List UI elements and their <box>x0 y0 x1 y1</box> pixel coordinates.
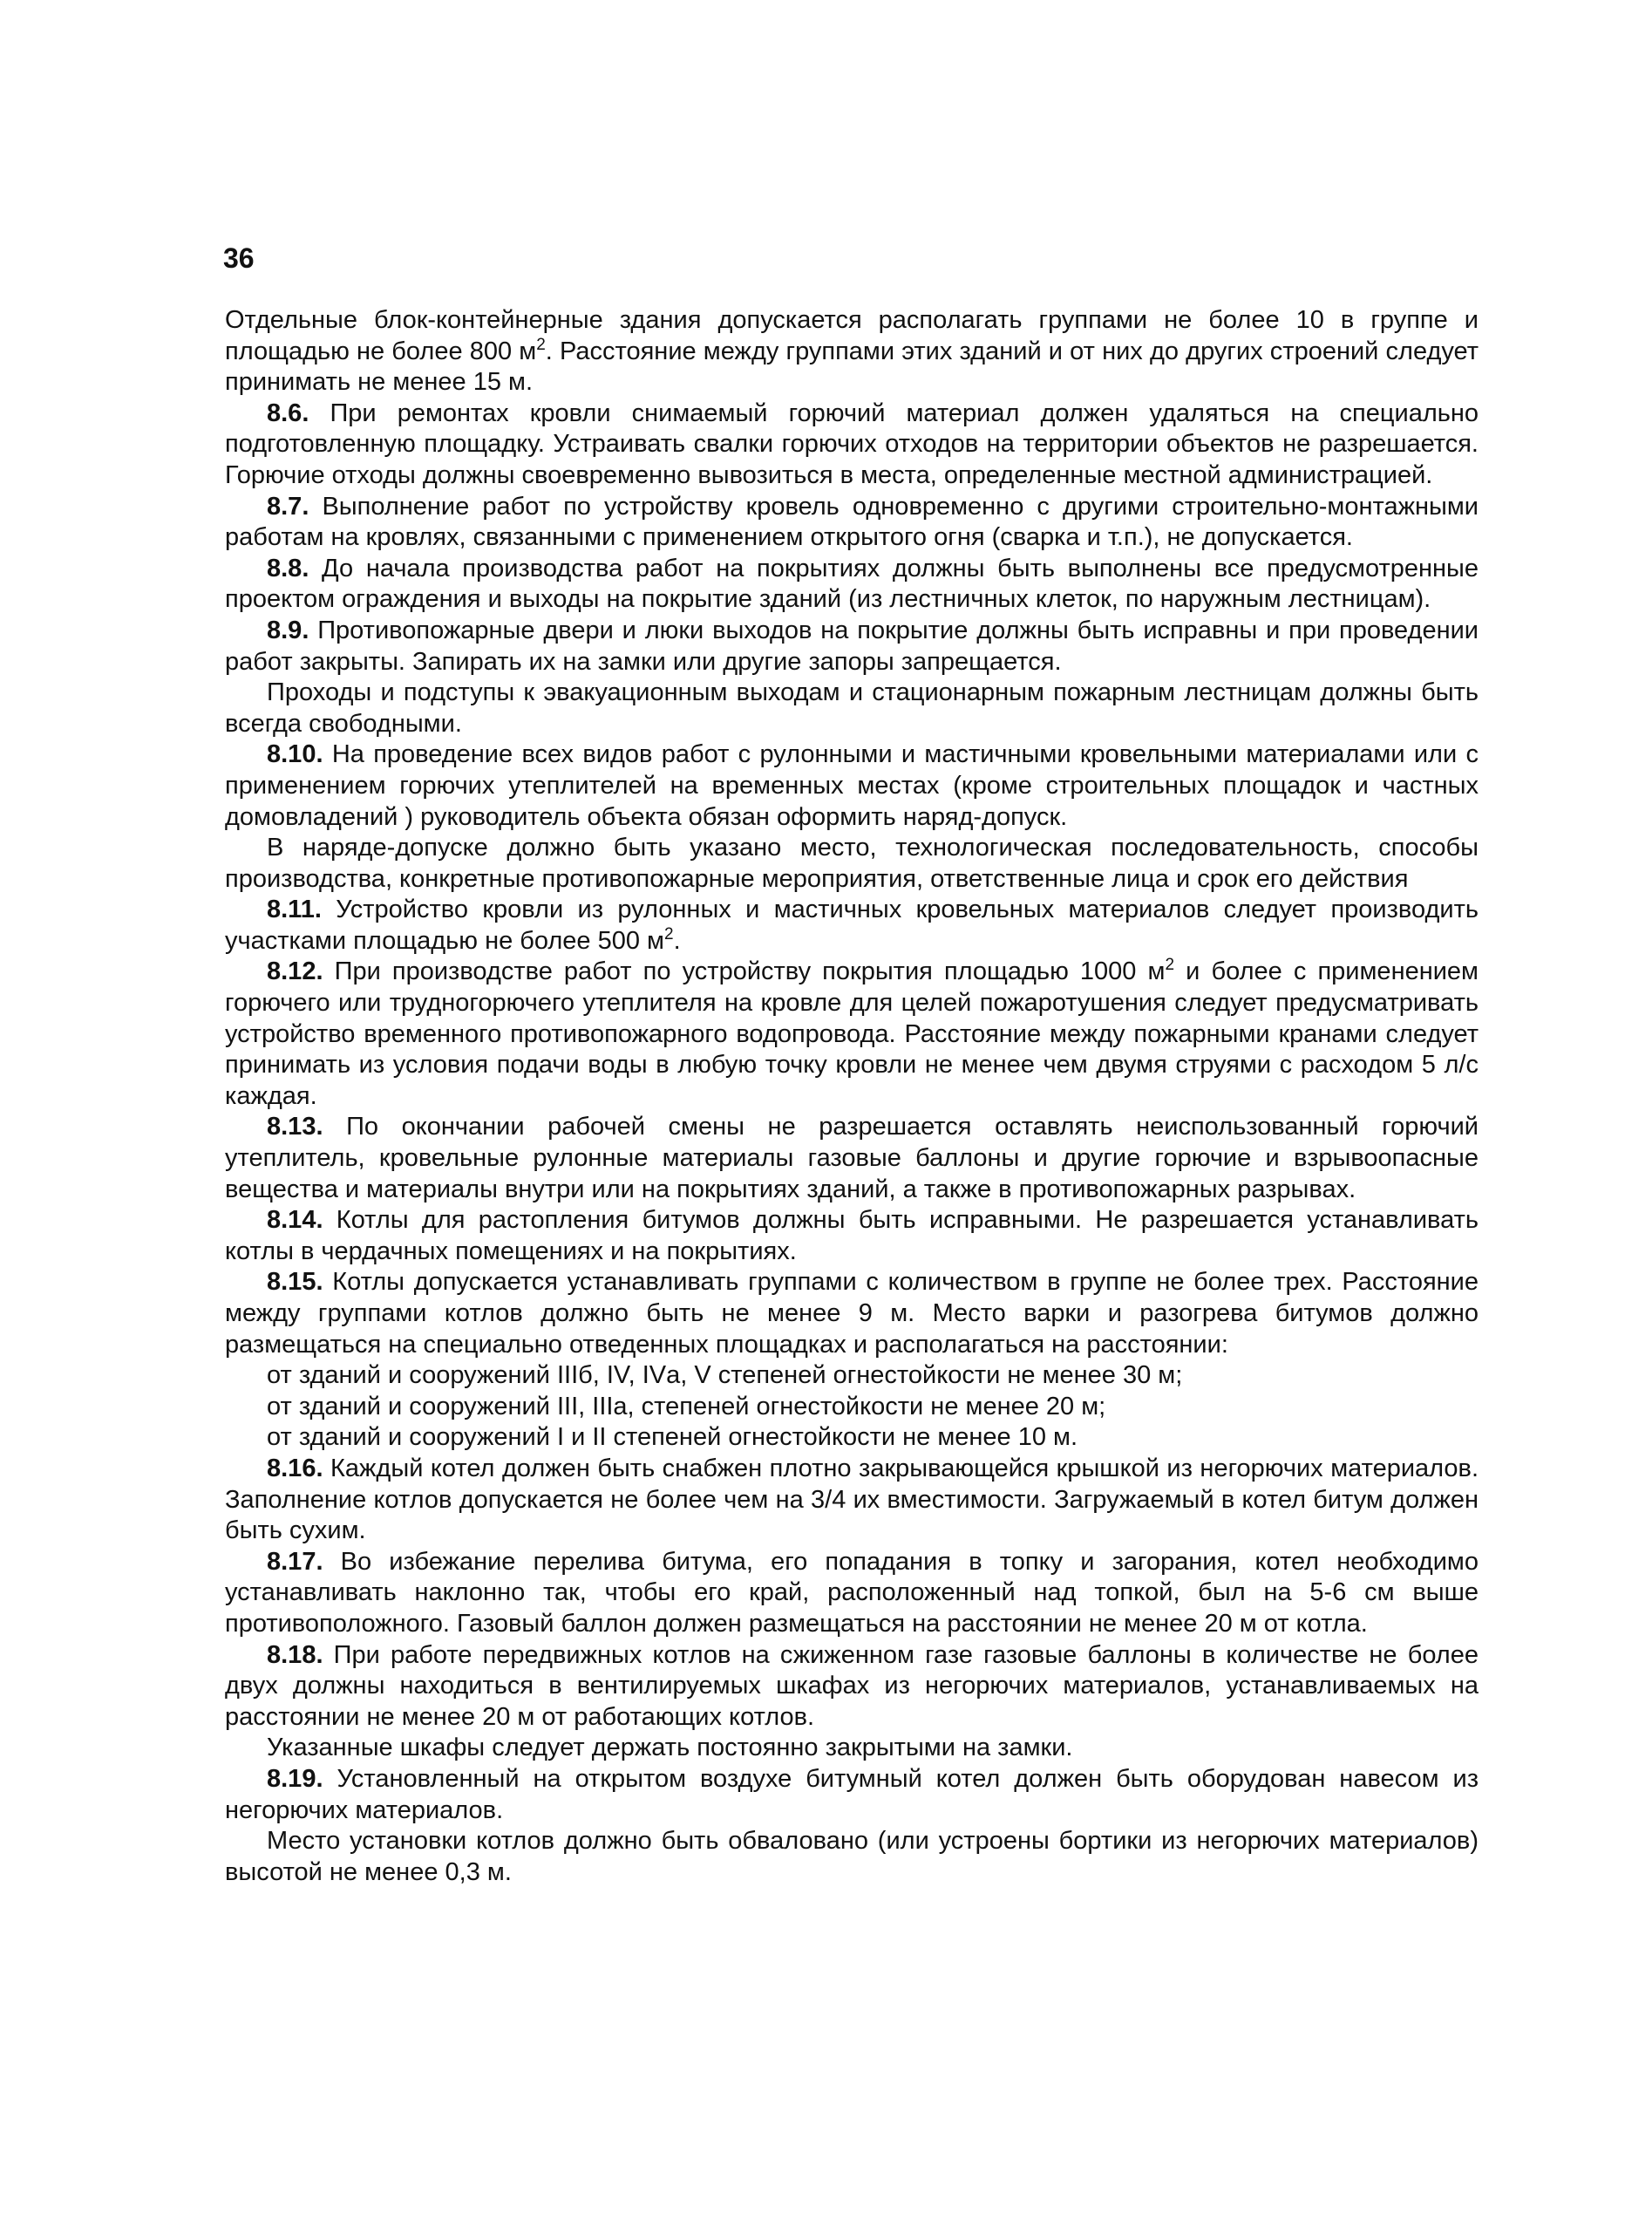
paragraph-text: До начала производства работ на покрытиях должны быть выполнены все предусмотренные проектом ограждения и выходы на покрытие зданий (из лестничных клеток, по наружным лестницам). <box>225 554 1479 614</box>
paragraph <box>225 1454 1479 1547</box>
paragraph <box>225 1547 1479 1640</box>
paragraph-text: Выполнение работ по устройству кровель одновременно с другими строительно-монтажными работам на кровлях, связанными с применением открытого огня (сварка и т.п.), не допускается. <box>225 492 1479 552</box>
paragraph-text: Каждый котел должен быть снабжен плотно закрывающейся крышкой из негорючих материалов. Заполнение котлов допускается не более чем на 3/4 их вместимости. Загружаемый в котел битум должен быть сухим. <box>225 1454 1479 1545</box>
section-number: 8.16. <box>267 1454 323 1482</box>
paragraph-text: При работе передвижных котлов на сжиженном газе газовые баллоны в количестве не более двух должны находиться в вентилируемых шкафах из негорючих материалов, устанавливаемых на расстоянии не менее 20 м от работающих котлов. <box>225 1640 1479 1731</box>
paragraph <box>225 1205 1479 1267</box>
paragraph-text-continued: . Расстояние между группами этих зданий и от них до других строений следует принимать не менее 15 м. <box>225 337 1479 397</box>
section-number: 8.11. <box>267 896 322 924</box>
paragraph-text: Котлы для растопления битумов должны быть исправными. Не разрешается устанавливать котлы в чердачных помещениях и на покрытиях. <box>225 1206 1479 1265</box>
page-number: 36 <box>223 242 255 274</box>
paragraph <box>225 1360 1479 1392</box>
paragraph <box>225 678 1479 739</box>
paragraph-text: На проведение всех видов работ с рулонными и мастичными кровельными материалами или с применением горючих утеплителей на временных местах (кроме строительных площадок и частных домовладений ) руководитель объекта обязан оформить наряд-допуск. <box>225 740 1479 831</box>
paragraph <box>225 1112 1479 1205</box>
paragraph <box>225 739 1479 833</box>
paragraph-text: от зданий и сооружений IIIб, IV, IVа, V степеней огнестойкости не менее 30 м; <box>267 1361 1183 1390</box>
paragraph <box>225 399 1479 492</box>
superscript: 2 <box>664 924 674 944</box>
section-number: 8.13. <box>267 1113 323 1141</box>
paragraph <box>225 1640 1479 1734</box>
section-number: 8.10. <box>267 740 323 769</box>
paragraph-text: от зданий и сооружений III, IIIа, степеней огнестойкости не менее 20 м; <box>267 1392 1106 1420</box>
paragraph-text: Установленный на открытом воздухе битумный котел должен быть оборудован навесом из негорючих материалов. <box>225 1764 1479 1824</box>
section-number: 8.8. <box>267 554 309 583</box>
paragraph-text: Указанные шкафы следует держать постоянно закрытыми на замки. <box>267 1734 1073 1762</box>
paragraph-text: Котлы допускается устанавливать группами с количеством в группе не более трех. Расстояние между группами котлов должно быть не менее 9 м. Место варки и разогрева битумов должно размещаться на специально отведенных площадках и располагаться на расстоянии: <box>225 1268 1479 1359</box>
paragraph-text: Проходы и подступы к эвакуационным выходам и стационарным пожарным лестницам должны быть всегда свободными. <box>225 678 1479 738</box>
paragraph <box>225 1826 1479 1888</box>
paragraph-text: Устройство кровли из рулонных и мастичных кровельных материалов следует производить участками площадью не более 500 м <box>225 896 1479 955</box>
section-number: 8.14. <box>267 1206 323 1235</box>
paragraph-text: Отдельные блок-контейнерные здания допускается располагать группами не более 10 в группе и площадью не более 800 м <box>225 306 1479 365</box>
section-number: 8.17. <box>267 1547 323 1576</box>
section-number: 8.12. <box>267 957 323 986</box>
paragraph <box>225 1764 1479 1826</box>
paragraph <box>225 895 1479 957</box>
paragraph-text-continued: и более с применением горючего или трудногорючего утеплителя на кровле для целей пожаротушения следует предусматривать устройство временного противопожарного водопровода. Расстояние между пожарными кранами следует принимать из условия подачи воды в любую точку кровли не менее чем двумя струями с расходом 5 л/с каждая. <box>225 957 1479 1110</box>
paragraph-text: При ремонтах кровли снимаемый горючий материал должен удаляться на специально подготовленную площадку. Устраивать свалки горючих отходов на территории объектов не разрешается. Горючие отходы должны своевременно вывозиться в места, определенные местной администрацией. <box>225 399 1479 489</box>
superscript: 2 <box>536 335 546 354</box>
paragraph <box>225 616 1479 678</box>
section-number: 8.15. <box>267 1268 323 1297</box>
paragraph <box>225 1392 1479 1423</box>
superscript: 2 <box>1165 956 1175 975</box>
section-number: 8.9. <box>267 616 309 644</box>
paragraph <box>225 1422 1479 1454</box>
paragraph-text-continued: . <box>673 926 681 955</box>
section-number: 8.19. <box>267 1764 323 1793</box>
paragraph <box>225 957 1479 1112</box>
paragraph <box>225 1267 1479 1360</box>
paragraph-text: Во избежание перелива битума, его попадания в топку и загорания, котел необходимо устанавливать наклонно так, чтобы его край, расположенный над топкой, был на 5-6 см выше противоположного. Газовый баллон должен размещаться на расстоянии не менее 20 м от котла. <box>225 1547 1479 1638</box>
document-body <box>225 305 1479 1888</box>
paragraph <box>225 492 1479 554</box>
paragraph-text: В наряде-допуске должно быть указано место, технологическая последовательность, способы производства, конкретные противопожарные мероприятия, ответственные лица и срок его действия <box>225 834 1479 893</box>
section-number: 8.18. <box>267 1640 323 1669</box>
paragraph <box>225 305 1479 399</box>
paragraph-text: При производстве работ по устройству покрытия площадью 1000 м <box>323 957 1166 986</box>
paragraph-text: По окончании рабочей смены не разрешается оставлять неиспользованный горючий утеплитель, кровельные рулонные материалы газовые баллоны и другие горючие и взрывоопасные вещества и материалы внутри или на покрытиях зданий, а также в противопожарных разрывах. <box>225 1113 1479 1203</box>
section-number: 8.7. <box>267 492 309 521</box>
paragraph <box>225 554 1479 616</box>
paragraph-text: от зданий и сооружений I и II степеней огнестойкости не менее 10 м. <box>267 1423 1078 1452</box>
section-number: 8.6. <box>267 399 309 427</box>
paragraph <box>225 833 1479 895</box>
paragraph-text: Противопожарные двери и люки выходов на покрытие должны быть исправны и при проведении работ закрыты. Запирать их на замки или другие запоры запрещается. <box>225 616 1479 676</box>
paragraph-text: Место установки котлов должно быть обваловано (или устроены бортики из негорючих материалов) высотой не менее 0,3 м. <box>225 1827 1479 1886</box>
paragraph <box>225 1733 1479 1764</box>
